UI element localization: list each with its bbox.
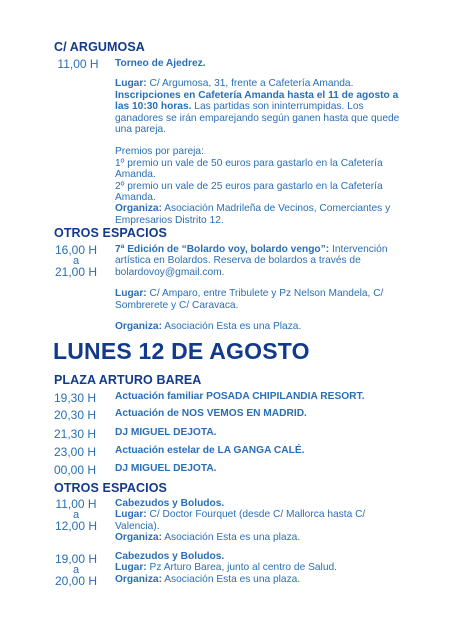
event-time: 23,00 H — [53, 445, 97, 459]
event-row — [115, 463, 400, 474]
event-time: 20,30 H — [53, 408, 97, 422]
organiza-label: Organiza: — [115, 203, 162, 215]
time-end: 12,00 H — [54, 519, 98, 533]
event-time: 21,30 H — [53, 427, 97, 441]
event-act: DJ MIGUEL DEJOTA. — [115, 427, 217, 438]
event-time: 11,00 H — [57, 57, 99, 71]
section-heading-otros-espacios: OTROS ESPACIOS — [54, 481, 167, 495]
event-lugar — [115, 509, 400, 532]
event-time-range — [46, 498, 106, 532]
event-organiza — [115, 321, 400, 332]
event-act: POSADA CHIPILANDIA RESORT. — [206, 391, 365, 402]
event-time-range — [46, 553, 106, 587]
time-separator: a — [72, 255, 80, 267]
event-organiza — [115, 574, 400, 585]
time-start: 11,00 H — [55, 497, 97, 511]
event-lugar — [115, 288, 400, 311]
event-prefix: Actuación familiar — [115, 391, 207, 402]
event-title: Cabezudos y Boludos. — [115, 551, 225, 562]
lugar-label: Lugar: — [115, 509, 147, 521]
event-act: LA GANGA CALÉ. — [217, 445, 305, 456]
organiza-label: Organiza: — [115, 573, 162, 585]
organiza-text: Asociación Esta es una plaza. — [161, 532, 301, 544]
lugar-text: C/ Argumosa, 31, frente a Cafetería Amanda. — [146, 78, 354, 90]
inscripciones-text: Las partidas son ininterrumpidas. Los ganadores se irán emparejando según ganen hasta que quede una pareja. — [115, 101, 400, 136]
time-end: 21,00 H — [54, 265, 98, 279]
event-argumosa — [115, 58, 400, 226]
inscripciones-bold: Inscripciones en Cafetería Amanda hasta el 11 de agosto a las 10:30 horas. — [115, 89, 399, 113]
event-time-range — [46, 244, 106, 278]
lugar-label: Lugar: — [115, 288, 147, 300]
event-text — [115, 427, 400, 438]
organiza-text: Asociación Esta es una Plaza. — [161, 321, 302, 333]
event-text — [115, 445, 400, 456]
lugar-label: Lugar: — [115, 562, 147, 574]
event-title: Torneo de Ajedrez. — [115, 58, 206, 69]
organiza-text: Asociación Esta es una plaza. — [161, 573, 301, 585]
time-separator: a — [72, 509, 80, 521]
event-description — [115, 244, 400, 278]
event-prefix: Actuación estelar de — [115, 445, 218, 456]
event-organiza — [115, 203, 400, 226]
event-lugar — [115, 562, 400, 573]
lugar-text: Pz Arturo Barea, junto al centro de Salud. — [146, 562, 337, 574]
event-time: 19,30 H — [53, 391, 97, 405]
organiza-label: Organiza: — [115, 321, 162, 333]
event-text: Intervención artística en Bolardos. Reserva de bolardos a través de bolardovoy@gmail.com. — [115, 244, 388, 278]
section-heading-argumosa: C/ ARGUMOSA — [54, 40, 145, 54]
event-row — [115, 391, 400, 402]
lugar-text: C/ Doctor Fourquet (desde C/ Mallorca hasta C/ Valencia). — [115, 509, 366, 532]
time-start: 19,00 H — [54, 552, 98, 566]
time-end: 20,00 H — [54, 574, 98, 588]
day-title: LUNES 12 DE AGOSTO — [53, 338, 310, 364]
section-heading-plaza-arturo-barea: PLAZA ARTURO BAREA — [54, 373, 202, 387]
event-time: 00,00 H — [53, 463, 97, 477]
event-inscripciones — [115, 90, 400, 136]
event-cabezudos-2 — [115, 551, 400, 585]
event-row — [115, 408, 400, 419]
premio-2: 2º premio un vale de 25 euros para gastarlo en la Cafetería Amanda. — [115, 180, 383, 204]
time-start: 16,00 H — [54, 243, 98, 257]
premios-title: Premios por pareja: — [115, 146, 204, 158]
premio-1: 1º premio un vale de 50 euros para gastarlo en la Cafetería Amanda. — [115, 157, 383, 181]
lugar-text: C/ Amparo, entre Tribulete y Pz Nelson Mandela, C/ Sombrerete y C/ Caravaca. — [115, 288, 384, 311]
organiza-text: Asociación Madrileña de Vecinos, Comerciantes y Empresarios Distrito 12. — [115, 203, 391, 226]
organiza-label: Organiza: — [115, 532, 162, 544]
event-organiza — [115, 532, 400, 543]
event-title: 7ª Edición de “Bolardo voy, bolardo vengo”: — [115, 244, 330, 255]
event-act: DJ MIGUEL DEJOTA. — [115, 463, 217, 474]
event-text — [115, 408, 400, 419]
event-row — [115, 445, 400, 456]
time-separator: a — [72, 564, 80, 576]
event-row — [115, 427, 400, 438]
event-prefix: Actuación de — [115, 408, 182, 419]
section-heading-otros-espacios: OTROS ESPACIOS — [54, 226, 167, 240]
event-lugar — [115, 78, 400, 89]
event-bolardo — [115, 244, 400, 332]
lugar-label: Lugar: — [115, 78, 147, 90]
event-title: Cabezudos y Boludos. — [115, 498, 225, 509]
event-cabezudos-1 — [115, 498, 400, 544]
event-text — [115, 463, 400, 474]
event-act: NOS VEMOS EN MADRID. — [181, 408, 307, 419]
event-text — [115, 391, 400, 402]
